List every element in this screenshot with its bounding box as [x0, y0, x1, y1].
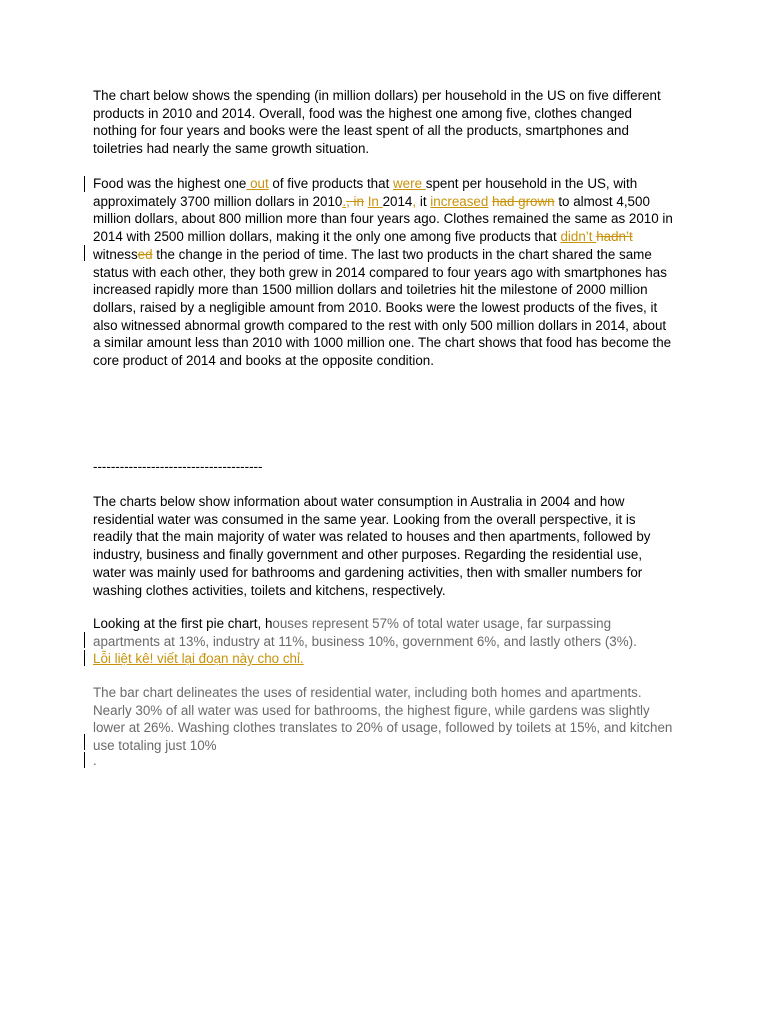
text-run: it [416, 193, 431, 209]
text-run: Food was the highest one [93, 176, 247, 191]
text-run: Looking at the first pie chart, h [93, 616, 273, 631]
deleted-text[interactable]: ed [137, 246, 153, 262]
intro-paragraph-spending: The chart below shows the spending (in million dollars) per household in the US on five different products in 2010 and 2014. Overall, food was the highest one among five, clothes changed nothing for four years and books were the least spent of all the products, smartphones and toiletries had nearly the same growth situation. [93, 88, 661, 157]
inserted-text[interactable]: In [367, 193, 383, 209]
deleted-text[interactable]: hadn’t [596, 229, 633, 245]
change-bar [84, 176, 85, 192]
inserted-text[interactable]: . [342, 193, 347, 209]
deleted-text[interactable]: had grown [492, 193, 555, 209]
text-run: the change in the period of time. The last two products in the chart shared the same status with each other, they both grew in 2014 compared to four years ago with smartphones has increased rapidly more than 1500 million dollars and toiletries hit the milestone of 2000 million dollars, raised by a negligible amount from 2010. Books were the lowest products of the fives, it also witnessed abnormal growth compared to the rest with only 500 million dollars in 2014, about a similar amount less than 2010 with 1000 million one. The chart shows that food has become the core product of 2014 and books at the opposite condition. [93, 246, 672, 369]
suggested-text: ouses represent 57% of total water usage, far surpassing apartments at 13%, industry at 11%, business 10%, government 6%, and lastly others (3%). [93, 616, 637, 649]
text-run: to almost 4,500 million dollars, about 800 million more than four years ago. Clothes remained the same as 2010 in 2014 with 2500 million dollars, making it the only one among five products that [93, 193, 673, 245]
change-bar [84, 752, 85, 768]
change-bar [84, 632, 85, 648]
inserted-text[interactable]: , [412, 193, 417, 209]
reviewer-comment[interactable]: Lỗi liệt kê! viết lại đoạn này cho chỉ. [93, 651, 304, 667]
text-run: spent per household in the US, with approximately 3700 million dollars in 2010 [93, 176, 638, 209]
deleted-text[interactable]: , in [346, 193, 364, 209]
text-run: witness [93, 246, 138, 262]
text-run: of five products that [268, 176, 394, 191]
trailing-period: . [93, 753, 97, 768]
change-bar [84, 245, 85, 261]
change-bar [84, 650, 85, 666]
body-paragraph-bar: The bar chart delineates the uses of residential water, including both homes and apartments. Nearly 30% of all water was used for bathrooms, the highest figure, while gardens was slightly lower at 26%. Washing clothes translates to 20% of usage, followed by toilets at 15%, and kitchen use totaling just 10% [93, 685, 673, 754]
intro-paragraph-water: The charts below show information about water consumption in Australia in 2004 and how residential water was consumed in the same year. Looking from the overall perspective, it is readily that the main majority of water was related to houses and then apartments, followed by industry, business and finally government and other purposes. Regarding the residential use, water was mainly used for bathrooms and gardening activities, then with smaller numbers for washing clothes activities, toilets and kitchens, respectively. [93, 494, 651, 598]
inserted-text[interactable]: increased [430, 193, 489, 209]
inserted-text[interactable]: didn’t [560, 229, 597, 245]
text-run: 2014 [382, 193, 413, 209]
body-paragraph-pie [93, 615, 675, 668]
inserted-text[interactable]: out [246, 176, 269, 191]
change-bar [84, 734, 85, 750]
inserted-text[interactable]: were [393, 176, 426, 191]
section-separator: -------------------------------------- [93, 459, 263, 474]
body-paragraph-spending [93, 175, 675, 370]
